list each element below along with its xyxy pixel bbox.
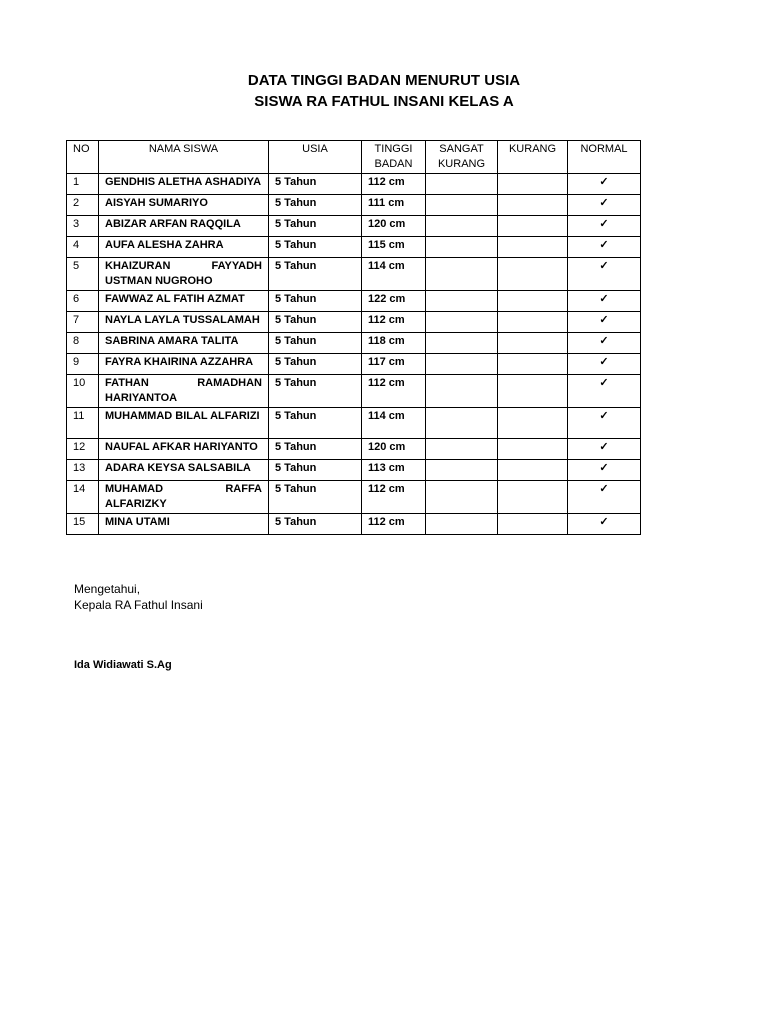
check-mark-icon: ✓ — [599, 335, 609, 347]
cell-no: 5 — [67, 258, 99, 291]
cell-low — [498, 312, 568, 333]
header-name: NAMA SISWA — [99, 141, 269, 174]
check-mark-icon: ✓ — [599, 293, 609, 305]
cell-normal — [568, 258, 641, 291]
cell-normal — [568, 514, 641, 535]
cell-low — [498, 195, 568, 216]
check-mark-icon: ✓ — [599, 410, 609, 422]
cell-height: 114 cm — [362, 408, 426, 439]
cell-age: 5 Tahun — [269, 460, 362, 481]
cell-low — [498, 291, 568, 312]
table-row — [67, 237, 641, 258]
cell-name: KHAIZURAN FAYYADH USTMAN NUGROHO — [99, 258, 269, 291]
cell-height: 112 cm — [362, 514, 426, 535]
cell-no: 4 — [67, 237, 99, 258]
cell-age: 5 Tahun — [269, 312, 362, 333]
document-title: DATA TINGGI BADAN MENURUT USIA — [247, 72, 521, 89]
cell-very-low — [426, 460, 498, 481]
cell-very-low — [426, 333, 498, 354]
document-subtitle: SISWA RA FATHUL INSANI KELAS A — [254, 93, 514, 110]
cell-height: 112 cm — [362, 481, 426, 514]
cell-no: 15 — [67, 514, 99, 535]
cell-height: 112 cm — [362, 312, 426, 333]
cell-low — [498, 216, 568, 237]
cell-height: 117 cm — [362, 354, 426, 375]
cell-very-low — [426, 312, 498, 333]
header-very-low: SANGAT KURANG — [426, 141, 498, 174]
table-row — [67, 408, 641, 439]
table-row — [67, 216, 641, 237]
cell-low — [498, 258, 568, 291]
cell-age: 5 Tahun — [269, 291, 362, 312]
check-mark-icon: ✓ — [599, 197, 609, 209]
table-header-row — [67, 141, 641, 174]
check-mark-icon: ✓ — [599, 239, 609, 251]
cell-age: 5 Tahun — [269, 258, 362, 291]
cell-normal — [568, 354, 641, 375]
check-mark-icon: ✓ — [599, 176, 609, 188]
table-row — [67, 258, 641, 291]
cell-age: 5 Tahun — [269, 195, 362, 216]
table-row — [67, 481, 641, 514]
cell-normal — [568, 460, 641, 481]
cell-height: 120 cm — [362, 439, 426, 460]
cell-no: 3 — [67, 216, 99, 237]
cell-low — [498, 354, 568, 375]
table-row — [67, 312, 641, 333]
check-mark-icon: ✓ — [599, 516, 609, 528]
cell-name: AISYAH SUMARIYO — [99, 195, 269, 216]
check-mark-icon: ✓ — [599, 462, 609, 474]
table-body — [67, 174, 641, 535]
cell-normal — [568, 408, 641, 439]
cell-height: 118 cm — [362, 333, 426, 354]
cell-age: 5 Tahun — [269, 439, 362, 460]
cell-normal — [568, 439, 641, 460]
cell-normal — [568, 174, 641, 195]
cell-age: 5 Tahun — [269, 481, 362, 514]
cell-age: 5 Tahun — [269, 174, 362, 195]
cell-very-low — [426, 375, 498, 408]
cell-height: 115 cm — [362, 237, 426, 258]
cell-no: 7 — [67, 312, 99, 333]
cell-no: 2 — [67, 195, 99, 216]
signatory-name: Ida Widiawati S.Ag — [74, 659, 172, 671]
cell-normal — [568, 481, 641, 514]
cell-no: 6 — [67, 291, 99, 312]
table-row — [67, 333, 641, 354]
cell-height: 120 cm — [362, 216, 426, 237]
check-mark-icon: ✓ — [599, 441, 609, 453]
cell-age: 5 Tahun — [269, 375, 362, 408]
cell-very-low — [426, 258, 498, 291]
cell-low — [498, 333, 568, 354]
cell-no: 10 — [67, 375, 99, 408]
cell-low — [498, 514, 568, 535]
cell-name: NAYLA LAYLA TUSSALAMAH — [99, 312, 269, 333]
cell-name: ABIZAR ARFAN RAQQILA — [99, 216, 269, 237]
cell-normal — [568, 195, 641, 216]
cell-very-low — [426, 408, 498, 439]
table-row — [67, 354, 641, 375]
cell-name: NAUFAL AFKAR HARIYANTO — [99, 439, 269, 460]
cell-height: 112 cm — [362, 174, 426, 195]
cell-low — [498, 174, 568, 195]
cell-low — [498, 375, 568, 408]
cell-very-low — [426, 291, 498, 312]
header-no: NO — [67, 141, 99, 174]
check-mark-icon: ✓ — [599, 218, 609, 230]
table-row — [67, 291, 641, 312]
cell-low — [498, 408, 568, 439]
cell-age: 5 Tahun — [269, 216, 362, 237]
cell-normal — [568, 333, 641, 354]
cell-age: 5 Tahun — [269, 237, 362, 258]
cell-age: 5 Tahun — [269, 333, 362, 354]
cell-name: MINA UTAMI — [99, 514, 269, 535]
cell-height: 122 cm — [362, 291, 426, 312]
cell-no: 8 — [67, 333, 99, 354]
cell-no: 14 — [67, 481, 99, 514]
check-mark-icon: ✓ — [599, 483, 609, 495]
table-row — [67, 439, 641, 460]
cell-low — [498, 460, 568, 481]
check-mark-icon: ✓ — [599, 356, 609, 368]
header-height: TINGGI BADAN — [362, 141, 426, 174]
table-row — [67, 514, 641, 535]
cell-height: 112 cm — [362, 375, 426, 408]
check-mark-icon: ✓ — [599, 377, 609, 389]
table-row — [67, 460, 641, 481]
acknowledgement-text: Mengetahui, — [74, 582, 141, 596]
cell-name: GENDHIS ALETHA ASHADIYA — [99, 174, 269, 195]
header-low: KURANG — [498, 141, 568, 174]
cell-normal — [568, 237, 641, 258]
cell-normal — [568, 375, 641, 408]
cell-name: AUFA ALESHA ZAHRA — [99, 237, 269, 258]
cell-name: MUHAMAD RAFFA ALFARIZKY — [99, 481, 269, 514]
cell-very-low — [426, 195, 498, 216]
cell-very-low — [426, 481, 498, 514]
cell-name: MUHAMMAD BILAL ALFARIZI — [99, 408, 269, 439]
cell-very-low — [426, 439, 498, 460]
cell-name: FAWWAZ AL FATIH AZMAT — [99, 291, 269, 312]
cell-normal — [568, 312, 641, 333]
cell-height: 113 cm — [362, 460, 426, 481]
cell-no: 13 — [67, 460, 99, 481]
cell-low — [498, 237, 568, 258]
cell-very-low — [426, 514, 498, 535]
cell-no: 9 — [67, 354, 99, 375]
cell-age: 5 Tahun — [269, 514, 362, 535]
principal-title: Kepala RA Fathul Insani — [74, 598, 203, 612]
cell-name: FAYRA KHAIRINA AZZAHRA — [99, 354, 269, 375]
cell-low — [498, 481, 568, 514]
check-mark-icon: ✓ — [599, 260, 609, 272]
cell-name: SABRINA AMARA TALITA — [99, 333, 269, 354]
cell-height: 114 cm — [362, 258, 426, 291]
header-age: USIA — [269, 141, 362, 174]
check-mark-icon: ✓ — [599, 314, 609, 326]
cell-height: 111 cm — [362, 195, 426, 216]
cell-low — [498, 439, 568, 460]
cell-very-low — [426, 354, 498, 375]
cell-no: 12 — [67, 439, 99, 460]
height-data-table — [66, 140, 641, 535]
cell-very-low — [426, 174, 498, 195]
cell-name: ADARA KEYSA SALSABILA — [99, 460, 269, 481]
cell-age: 5 Tahun — [269, 354, 362, 375]
cell-very-low — [426, 237, 498, 258]
cell-no: 11 — [67, 408, 99, 439]
cell-normal — [568, 216, 641, 237]
table-row — [67, 375, 641, 408]
table-row — [67, 174, 641, 195]
cell-name: FATHAN RAMADHAN HARIYANTOA — [99, 375, 269, 408]
cell-normal — [568, 291, 641, 312]
table-row — [67, 195, 641, 216]
header-normal: NORMAL — [568, 141, 641, 174]
cell-age: 5 Tahun — [269, 408, 362, 439]
cell-no: 1 — [67, 174, 99, 195]
cell-very-low — [426, 216, 498, 237]
